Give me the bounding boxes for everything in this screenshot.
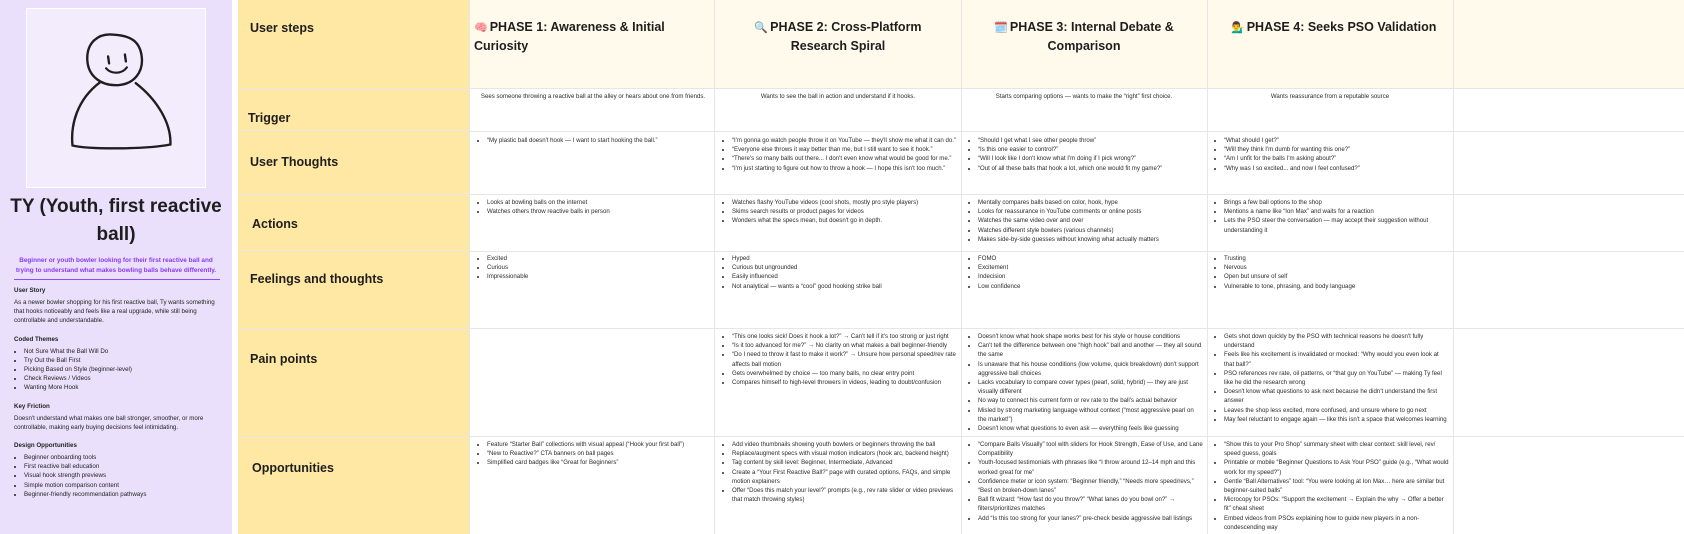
list-item: • “Out of all these balls that hook a lot, which one would fit my game?” bbox=[978, 164, 1203, 173]
phase-4-title: 💁‍♂️ PHASE 4: Seeks PSO Validation bbox=[1231, 20, 1437, 34]
list-item: • PSO references rev rate, oil patterns, or “that guy on YouTube” — making Ty feel like he did the research wrong bbox=[1224, 369, 1449, 387]
list-item: • Mentally compares balls based on color, hook, hype bbox=[978, 198, 1203, 207]
person-tipping-hand-icon: 💁‍♂️ bbox=[1231, 22, 1245, 34]
list-item: • Watches the same video over and over bbox=[978, 216, 1203, 225]
feelings-cell-phase-4 bbox=[1215, 254, 1449, 291]
list-item: • Leaves the shop less excited, more confused, and unsure where to go next bbox=[1224, 406, 1449, 415]
persona-card bbox=[0, 0, 232, 534]
list-item: • Open but unsure of self bbox=[1224, 272, 1449, 281]
column-divider bbox=[714, 0, 715, 534]
list-item: • Gets shot down quickly by the PSO with technical reasons he doesn't fully understand bbox=[1224, 332, 1449, 350]
persona-doodle-icon bbox=[27, 9, 205, 187]
list-item: • “Am I unfit for the balls I'm asking about?” bbox=[1224, 154, 1449, 163]
design-opportunities-list bbox=[14, 453, 220, 499]
list-item: • “Compare Balls Visually” tool with sliders for Hook Strength, Ease of Use, and Lane Compatibility bbox=[978, 440, 1203, 458]
list-item: • “Is this one easier to control?” bbox=[978, 145, 1203, 154]
persona-name: TY (Youth, first reactive ball) bbox=[10, 196, 222, 245]
list-item: • “New to Reactive?” CTA banners on ball pages bbox=[487, 449, 708, 458]
list-item: • Feature “Starter Ball” collections with visual appeal (“Hook your first ball”) bbox=[487, 440, 708, 449]
list-item: • Wonders what the specs mean, but doesn't go in depth. bbox=[732, 216, 957, 225]
opportunities-cell-phase-4 bbox=[1215, 440, 1449, 532]
coded-themes-heading: Coded Themes bbox=[14, 335, 59, 343]
list-item: • “There's so many balls out there... I don't even know what would be good for me.” bbox=[732, 154, 957, 163]
actions-cell-phase-2 bbox=[723, 198, 957, 226]
column-divider bbox=[1453, 0, 1454, 534]
list-item: • “Will they think I'm dumb for wanting this one?” bbox=[1224, 145, 1449, 154]
list-item: • Looks at bowling balls on the internet bbox=[487, 198, 708, 207]
list-item: • Visual hook strength previews bbox=[24, 471, 220, 480]
column-divider bbox=[469, 0, 470, 534]
list-item: • Looks for reassurance in YouTube comments or online posts bbox=[978, 207, 1203, 216]
list-item: • Excited bbox=[487, 254, 708, 263]
calendar-icon: 🗓️ bbox=[994, 22, 1008, 34]
list-item: • “Do I need to throw it fast to make it work?” → Unsure how personal speed/rev rate affects ball motion bbox=[732, 350, 957, 368]
list-item: • “What should I get?” bbox=[1224, 136, 1449, 145]
list-item: • Replace/augment specs with visual motion indicators (hook arc, backend height) bbox=[732, 449, 957, 458]
pain-points-cell-phase-2 bbox=[723, 332, 957, 387]
row-label-opportunities: Opportunities bbox=[252, 461, 334, 475]
list-item: • “Everyone else throws it way better than me, but I still want to see it hook.” bbox=[732, 145, 957, 154]
list-item: • Youth-focused testimonials with phrases like “I throw around 12–14 mph and this worked great for me” bbox=[978, 458, 1203, 476]
row-divider bbox=[238, 328, 1684, 329]
list-item: • Wanting More Hook bbox=[24, 383, 220, 392]
actions-cell-phase-4 bbox=[1215, 198, 1449, 235]
row-label-trigger: Trigger bbox=[248, 111, 291, 125]
list-item: • Misled by strong marketing language without context (“most aggressive pearl on the market!”) bbox=[978, 406, 1203, 424]
pain-points-cell-phase-4 bbox=[1215, 332, 1449, 424]
list-item: • “Show this to your Pro Shop” summary sheet with clear context: skill level, rev/ speed guess, goals bbox=[1224, 440, 1449, 458]
magnifier-icon: 🔍 bbox=[754, 22, 769, 34]
row-divider bbox=[238, 194, 1684, 195]
list-item: • May feel reluctant to engage again — like this isn't a space that welcomes learning bbox=[1224, 415, 1449, 424]
trigger-cell-phase-4: Wants reassurance from a reputable source bbox=[1270, 93, 1390, 100]
list-item: • “I'm just starting to figure out how to throw a hook — I hope this isn't too much.” bbox=[732, 164, 957, 173]
list-item: • Try Out the Ball First bbox=[24, 356, 220, 365]
list-item: • Compares himself to high-level throwers in videos, leading to doubt/confusion bbox=[732, 378, 957, 387]
list-item: • Indecision bbox=[978, 272, 1203, 281]
row-divider bbox=[238, 251, 1684, 252]
list-item: • Brings a few ball options to the shop bbox=[1224, 198, 1449, 207]
feelings-cell-phase-2 bbox=[723, 254, 957, 291]
list-item: • Impressionable bbox=[487, 272, 708, 281]
persona-divider bbox=[14, 279, 220, 280]
phase-3-title: 🗓️ PHASE 3: Internal Debate & Comparison bbox=[994, 20, 1174, 53]
list-item: • Doesn't know what questions to ask next because he didn't understand the first answer bbox=[1224, 387, 1449, 405]
list-item: • Microcopy for PSOs: “Support the excitement → Explain the why → Offer a better fit” cheat sheet bbox=[1224, 495, 1449, 513]
list-item: • Skims search results or product pages for videos bbox=[732, 207, 957, 216]
list-item: • Ball fit wizard: “How fast do you throw?” “What lanes do you bowl on?” → filters/prioritizes matches bbox=[978, 495, 1203, 513]
trigger-cell-phase-1: Sees someone throwing a reactive ball at the alley or hears about one from friends. bbox=[480, 93, 706, 100]
list-item: • Watches flashy YouTube videos (cool shots, mostly pro style players) bbox=[732, 198, 957, 207]
list-item: • Simple motion comparison content bbox=[24, 481, 220, 490]
list-item: • “Is it too advanced for me?” → No clarity on what makes a ball beginner-friendly bbox=[732, 341, 957, 350]
list-item: • Offer “Does this match your level?” prompts (e.g., rev rate slider or video previews that match throwing styles) bbox=[732, 486, 957, 504]
list-item: • Easily influenced bbox=[732, 272, 957, 281]
list-item: • Vulnerable to tone, phrasing, and body language bbox=[1224, 282, 1449, 291]
persona-avatar bbox=[26, 8, 206, 188]
thoughts-cell-phase-4 bbox=[1215, 136, 1449, 173]
row-label-user-thoughts: User Thoughts bbox=[250, 155, 339, 169]
list-item: • Watches others throw reactive balls in person bbox=[487, 207, 708, 216]
list-item: • Add “Is this too strong for your lanes?” pre-check beside aggressive ball listings bbox=[978, 514, 1203, 523]
row-label-feelings: Feelings and thoughts bbox=[250, 272, 384, 286]
opportunities-cell-phase-1 bbox=[478, 440, 708, 468]
list-item: • Nervous bbox=[1224, 263, 1449, 272]
list-item: • Check Reviews / Videos bbox=[24, 374, 220, 383]
list-item: • Is unaware that his house conditions (low volume, quick breakdown) don't support aggressive ball choices bbox=[978, 360, 1203, 378]
trigger-cell-phase-3: Starts comparing options — wants to make the “right” first choice. bbox=[995, 93, 1173, 100]
list-item: • Lacks vocabulary to compare cover types (pearl, solid, hybrid) — they are just visually different bbox=[978, 378, 1203, 396]
list-item: • Create a “Your First Reactive Ball?” page with curated options, FAQs, and simple motion explainers bbox=[732, 468, 957, 486]
list-item: • Picking Based on Style (beginner-level) bbox=[24, 365, 220, 374]
list-item: • Feels like his excitement is invalidated or mocked: “Why would you even look at that ball?” bbox=[1224, 350, 1449, 368]
user-story-text: As a newer bowler shopping for his first reactive ball, Ty wants something that hooks noticeably and feels like a real upgrade, while still being controllable and understandable. bbox=[14, 299, 215, 325]
persona-tagline: Beginner or youth bowler looking for their first reactive ball and trying to understand what makes bowling balls behave differently. bbox=[15, 257, 217, 274]
thoughts-cell-phase-3 bbox=[969, 136, 1203, 173]
list-item: • “This one looks sick! Does it hook a lot?” → Can't tell if it's too strong or just right bbox=[732, 332, 957, 341]
row-label-column bbox=[238, 0, 469, 534]
row-divider bbox=[238, 88, 1684, 89]
key-friction-text: Doesn't understand what makes one ball stronger, smoother, or more controllable, making early buying decisions feel intimidating. bbox=[14, 414, 204, 431]
list-item: • Hyped bbox=[732, 254, 957, 263]
thoughts-cell-phase-1 bbox=[478, 136, 708, 145]
phase-1-title: 🧠 PHASE 1: Awareness & Initial Curiosity bbox=[474, 20, 665, 53]
list-item: • Makes side-by-side guesses without knowing what actually matters bbox=[978, 235, 1203, 244]
design-opportunities-heading: Design Opportunities bbox=[14, 442, 77, 450]
actions-cell-phase-1 bbox=[478, 198, 708, 216]
row-label-user-steps: User steps bbox=[250, 21, 314, 35]
trigger-cell-phase-2: Wants to see the ball in action and understand if it hooks. bbox=[760, 93, 916, 100]
actions-cell-phase-3 bbox=[969, 198, 1203, 244]
row-divider bbox=[238, 131, 1684, 132]
opportunities-cell-phase-2 bbox=[723, 440, 957, 504]
list-item: • “My plastic ball doesn't hook — I want to start hooking the ball.” bbox=[487, 136, 708, 145]
list-item: • Excitement bbox=[978, 263, 1203, 272]
list-item: • Watches different style bowlers (various channels) bbox=[978, 226, 1203, 235]
list-item: • Gentle “Ball Alternatives” tool: “You were looking at Ion Max… here are similar but beginner-suited balls” bbox=[1224, 477, 1449, 495]
opportunities-cell-phase-3 bbox=[969, 440, 1203, 523]
list-item: • First reactive ball education bbox=[24, 462, 220, 471]
list-item: • Beginner onboarding tools bbox=[24, 453, 220, 462]
list-item: • Doesn't know what questions to even ask — everything feels like guessing bbox=[978, 424, 1203, 433]
list-item: • Doesn't know what hook shape works best for his style or house conditions bbox=[978, 332, 1203, 341]
user-story-heading: User Story bbox=[14, 287, 46, 294]
list-item: • Mentions a name like “Ion Max” and waits for a reaction bbox=[1224, 207, 1449, 216]
list-item: • Simplified card badges like “Great for Beginners” bbox=[487, 458, 708, 467]
list-item: • Not analytical — wants a “cool” good hooking strike ball bbox=[732, 282, 957, 291]
row-label-pain-points: Pain points bbox=[250, 352, 318, 366]
list-item: • Low confidence bbox=[978, 282, 1203, 291]
list-item: • Can't tell the difference between one “high hook” ball and another — they all sound the same bbox=[978, 341, 1203, 359]
brain-icon: 🧠 bbox=[474, 22, 488, 34]
row-divider bbox=[238, 436, 1684, 437]
key-friction-heading: Key Friction bbox=[14, 402, 50, 410]
column-divider bbox=[1207, 0, 1208, 534]
list-item: • “Should I get what I see other people throw” bbox=[978, 136, 1203, 145]
list-item: • Tag content by skill level: Beginner, Intermediate, Advanced bbox=[732, 458, 957, 467]
list-item: • Not Sure What the Ball Will Do bbox=[24, 347, 220, 356]
list-item: • “Why was I so excited... and now I feel confused?” bbox=[1224, 164, 1449, 173]
phase-2-title: 🔍 PHASE 2: Cross-Platform Research Spiral bbox=[754, 20, 922, 53]
list-item: • Confidence meter or icon system: “Beginner friendly,” “Needs more speed/revs,” “Best on broken-down lanes” bbox=[978, 477, 1203, 495]
list-item: • FOMO bbox=[978, 254, 1203, 263]
list-item: • Trusting bbox=[1224, 254, 1449, 263]
column-divider bbox=[961, 0, 962, 534]
list-item: • Curious but ungrounded bbox=[732, 263, 957, 272]
list-item: • Gets overwhelmed by choice — too many balls, no clear entry point bbox=[732, 369, 957, 378]
coded-themes-list bbox=[14, 347, 220, 393]
list-item: • Embed videos from PSOs explaining how to guide new players in a non-condescending way bbox=[1224, 514, 1449, 532]
list-item: • “I'm gonna go watch people throw it on YouTube — they'll show me what it can do.” bbox=[732, 136, 957, 145]
persona-details bbox=[14, 286, 220, 508]
journey-map-grid bbox=[238, 0, 1684, 534]
list-item: • Add video thumbnails showing youth bowlers or beginners throwing the ball bbox=[732, 440, 957, 449]
list-item: • “Will I look like I don't know what I'm doing if I pick wrong?” bbox=[978, 154, 1203, 163]
row-label-actions: Actions bbox=[252, 217, 298, 231]
list-item: • Curious bbox=[487, 263, 708, 272]
feelings-cell-phase-3 bbox=[969, 254, 1203, 291]
list-item: • Printable or mobile “Beginner Questions to Ask Your PSO” guide (e.g., “What would work for my speed?”) bbox=[1224, 458, 1449, 476]
thoughts-cell-phase-2 bbox=[723, 136, 957, 173]
list-item: • No way to connect his current form or rev rate to the ball's actual behavior bbox=[978, 396, 1203, 405]
list-item: • Lets the PSO steer the conversation — may accept their suggestion without understanding it bbox=[1224, 216, 1449, 234]
pain-points-cell-phase-3 bbox=[969, 332, 1203, 433]
feelings-cell-phase-1 bbox=[478, 254, 708, 282]
list-item: • Beginner-friendly recommendation pathways bbox=[24, 490, 220, 499]
